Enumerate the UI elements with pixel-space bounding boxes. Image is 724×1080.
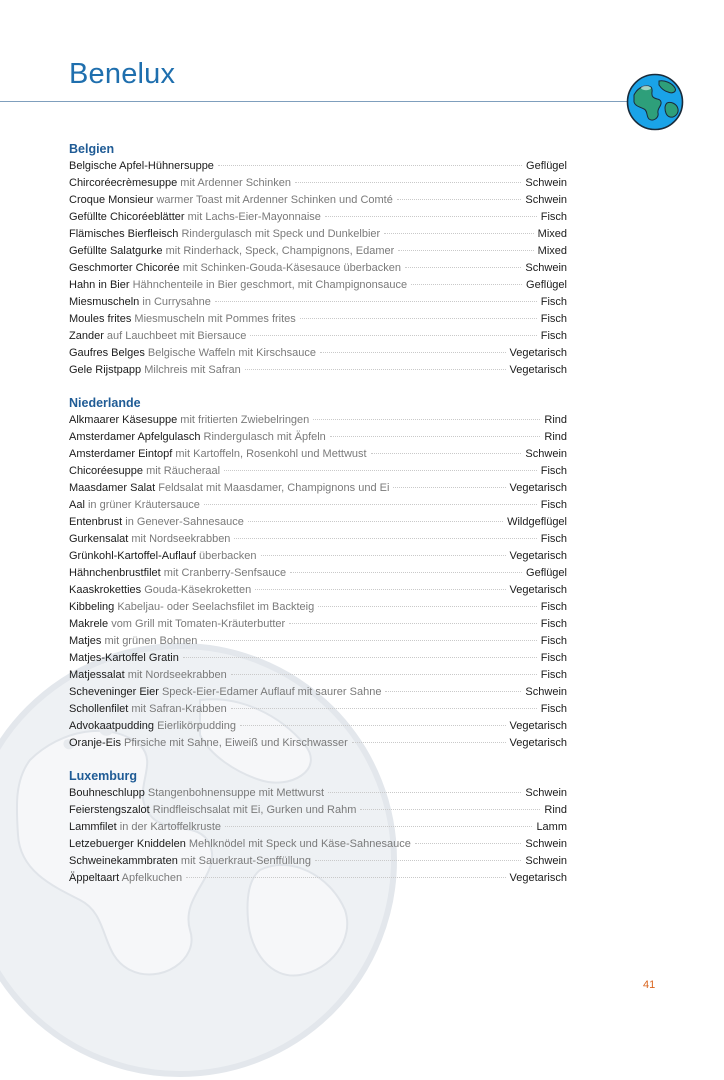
dish-description: mit fritierten Zwiebelringen — [180, 414, 310, 426]
dish-description: Hähnchenteile in Bier geschmort, mit Champignonsauce — [132, 279, 408, 291]
dish-description: Gouda-Käsekroketten — [144, 584, 252, 596]
dish-name: Entenbrust — [69, 516, 123, 528]
dish-name: Matjes-Kartoffel Gratin — [69, 652, 179, 664]
menu-item-name — [69, 633, 197, 650]
dish-description: Pfirsiche mit Sahne, Eiweiß und Kirschwasser — [124, 737, 348, 749]
dish-name: Grünkohl-Kartoffel-Auflauf — [69, 550, 196, 562]
dish-category: Schwein — [525, 448, 567, 460]
menu-item-name — [69, 260, 401, 277]
dish-category: Vegetarisch — [509, 872, 567, 884]
menu-item-row — [69, 243, 567, 260]
dish-name: Belgische Apfel-Hühnersuppe — [69, 160, 214, 172]
dish-description: mit Räucheraal — [146, 465, 221, 477]
dotted-leader — [371, 453, 522, 454]
dish-description: vom Grill mit Tomaten-Kräuterbutter — [111, 618, 286, 630]
dish-description: Speck-Eier-Edamer Auflauf mit saurer Sahne — [161, 686, 382, 698]
dish-description: überbacken — [199, 550, 257, 562]
dish-description: Belgische Waffeln mit Kirschsauce — [147, 347, 317, 359]
menu-item-row — [69, 650, 567, 667]
menu-item-row — [69, 718, 567, 735]
dish-category: Schwein — [525, 855, 567, 867]
dish-name: Geschmorter Chicorée — [69, 262, 180, 274]
dish-category: Fisch — [540, 703, 567, 715]
menu-item-name — [69, 158, 214, 175]
menu-item-name — [69, 718, 236, 735]
menu-item-name — [69, 785, 324, 802]
menu-item-row — [69, 548, 567, 565]
menu-item-name — [69, 514, 244, 531]
menu-item-name — [69, 328, 246, 345]
dotted-leader — [240, 725, 506, 726]
menu-item-row — [69, 277, 567, 294]
dish-name: Gefüllte Salatgurke — [69, 245, 163, 257]
dish-category: Fisch — [540, 635, 567, 647]
dish-category: Schwein — [525, 838, 567, 850]
dish-category: Schwein — [525, 194, 567, 206]
dish-category: Rind — [544, 414, 567, 426]
dotted-leader — [183, 657, 537, 658]
dish-category: Vegetarisch — [509, 347, 567, 359]
menu-item-row — [69, 480, 567, 497]
menu-item-name — [69, 531, 230, 548]
dish-category: Schwein — [525, 787, 567, 799]
menu-item-name — [69, 870, 182, 887]
dish-name: Gurkensalat — [69, 533, 129, 545]
menu-item-row — [69, 836, 567, 853]
menu-item-row — [69, 311, 567, 328]
menu-item-row — [69, 565, 567, 582]
dish-category: Rind — [544, 804, 567, 816]
menu-item-name — [69, 582, 251, 599]
section-title: Luxemburg — [69, 769, 138, 783]
dish-name: Hahn in Bier — [69, 279, 130, 291]
dotted-leader — [318, 606, 537, 607]
dotted-leader — [231, 674, 537, 675]
dish-name: Aal — [69, 499, 85, 511]
dotted-leader — [201, 640, 536, 641]
menu-item-name — [69, 209, 321, 226]
menu-item-name — [69, 819, 221, 836]
menu-item-row — [69, 345, 567, 362]
dish-category: Fisch — [540, 465, 567, 477]
menu-item-name — [69, 684, 381, 701]
menu-item-name — [69, 701, 227, 718]
menu-item-row — [69, 497, 567, 514]
menu-item-row — [69, 667, 567, 684]
dotted-leader — [290, 572, 522, 573]
dish-name: Matjessalat — [69, 669, 125, 681]
dotted-leader — [250, 335, 536, 336]
dish-category: Mixed — [537, 245, 567, 257]
title-divider — [0, 101, 652, 102]
dish-category: Fisch — [540, 533, 567, 545]
dotted-leader — [411, 284, 522, 285]
dish-description: warmer Toast mit Ardenner Schinken und Comté — [156, 194, 393, 206]
dish-category: Wildgeflügel — [507, 516, 567, 528]
menu-item-row — [69, 582, 567, 599]
menu-item-name — [69, 294, 211, 311]
menu-item-name — [69, 429, 326, 446]
menu-item-row — [69, 446, 567, 463]
dotted-leader — [295, 182, 521, 183]
section-luxemburg — [69, 768, 567, 887]
dish-description: Mehlknödel mit Speck und Käse-Sahnesauce — [188, 838, 411, 850]
dotted-leader — [289, 623, 537, 624]
menu-item-row — [69, 328, 567, 345]
dish-description: mit Schinken-Gouda-Käsesauce überbacken — [182, 262, 402, 274]
dish-name: Gele Rijstpapp — [69, 364, 142, 376]
section-title: Niederlande — [69, 396, 141, 410]
menu-item-name — [69, 802, 356, 819]
menu-item-name — [69, 311, 296, 328]
dish-description: Milchreis mit Safran — [144, 364, 241, 376]
dish-description: mit grünen Bohnen — [104, 635, 198, 647]
dish-description: Eierlikörpudding — [157, 720, 236, 732]
dotted-leader — [352, 742, 506, 743]
dotted-leader — [320, 352, 505, 353]
dotted-leader — [186, 877, 505, 878]
dish-name: Bouhneschlupp — [69, 787, 145, 799]
dish-name: Zander — [69, 330, 104, 342]
menu-item-row — [69, 853, 567, 870]
dish-name: Feierstengszalot — [69, 804, 150, 816]
dish-category: Fisch — [540, 313, 567, 325]
dish-category: Schwein — [525, 686, 567, 698]
dish-description: auf Lauchbeet mit Biersauce — [106, 330, 247, 342]
dish-name: Schollenfilet — [69, 703, 129, 715]
dotted-leader — [261, 555, 506, 556]
dotted-leader — [315, 860, 521, 861]
dotted-leader — [224, 470, 537, 471]
dotted-leader — [231, 708, 537, 709]
dish-name: Alkmaarer Käsesuppe — [69, 414, 178, 426]
menu-item-name — [69, 226, 380, 243]
dish-category: Fisch — [540, 652, 567, 664]
menu-item-row — [69, 599, 567, 616]
dish-description: Stangenbohnensuppe mit Mettwurst — [147, 787, 325, 799]
menu-item-name — [69, 243, 394, 260]
dish-name: Kaaskroketties — [69, 584, 142, 596]
dish-category: Rind — [544, 431, 567, 443]
menu-item-row — [69, 514, 567, 531]
dish-name: Matjes — [69, 635, 102, 647]
dish-name: Flämisches Bierfleisch — [69, 228, 179, 240]
dish-name: Makrele — [69, 618, 109, 630]
menu-item-name — [69, 362, 241, 379]
dish-description: Apfelkuchen — [121, 872, 183, 884]
dotted-leader — [360, 809, 540, 810]
dish-description: Rindergulasch mit Speck und Dunkelbier — [181, 228, 381, 240]
dish-description: in Currysahne — [142, 296, 211, 308]
dish-description: mit Kartoffeln, Rosenkohl und Mettwust — [175, 448, 367, 460]
menu-item-row — [69, 294, 567, 311]
menu-item-row — [69, 785, 567, 802]
dish-category: Lamm — [536, 821, 567, 833]
dotted-leader — [405, 267, 521, 268]
dish-description: Feldsalat mit Maasdamer, Champignons und Ei — [158, 482, 390, 494]
dish-description: mit Sauerkraut-Senffüllung — [180, 855, 311, 867]
dotted-leader — [398, 250, 533, 251]
dotted-leader — [234, 538, 536, 539]
dish-category: Vegetarisch — [509, 482, 567, 494]
menu-item-row — [69, 684, 567, 701]
menu-item-name — [69, 175, 291, 192]
dish-category: Fisch — [540, 211, 567, 223]
dish-category: Vegetarisch — [509, 550, 567, 562]
menu-item-name — [69, 650, 179, 667]
menu-item-name — [69, 412, 309, 429]
menu-item-name — [69, 565, 286, 582]
menu-item-row — [69, 819, 567, 836]
dish-name: Äppeltaart — [69, 872, 120, 884]
menu-item-name — [69, 616, 285, 633]
dish-category: Geflügel — [526, 160, 567, 172]
dish-name: Schweinekammbraten — [69, 855, 178, 867]
dish-name: Miesmuscheln — [69, 296, 140, 308]
menu-item-row — [69, 412, 567, 429]
dish-category: Geflügel — [526, 279, 567, 291]
dish-category: Vegetarisch — [509, 737, 567, 749]
dish-description: mit Rinderhack, Speck, Champignons, Edamer — [165, 245, 395, 257]
menu-item-name — [69, 599, 314, 616]
page-title: Benelux — [69, 58, 176, 90]
dish-category: Mixed — [537, 228, 567, 240]
dish-description: Kabeljau- oder Seelachsfilet im Backteig — [117, 601, 315, 613]
dish-category: Fisch — [540, 669, 567, 681]
dish-category: Fisch — [540, 330, 567, 342]
menu-item-row — [69, 175, 567, 192]
dish-category: Vegetarisch — [509, 584, 567, 596]
dish-category: Fisch — [540, 499, 567, 511]
dish-category: Fisch — [540, 601, 567, 613]
dish-name: Amsterdamer Apfelgulasch — [69, 431, 201, 443]
globe-icon — [626, 73, 684, 131]
dotted-leader — [225, 826, 532, 827]
menu-item-row — [69, 158, 567, 175]
dish-description: in der Kartoffelkruste — [119, 821, 222, 833]
dotted-leader — [384, 233, 533, 234]
menu-content — [69, 141, 567, 887]
dish-description: mit Lachs-Eier-Mayonnaise — [187, 211, 321, 223]
dish-category: Geflügel — [526, 567, 567, 579]
dish-name: Amsterdamer Eintopf — [69, 448, 173, 460]
menu-item-row — [69, 531, 567, 548]
menu-item-row — [69, 362, 567, 379]
menu-item-row — [69, 701, 567, 718]
menu-item-name — [69, 446, 367, 463]
menu-item-name — [69, 853, 311, 870]
dish-name: Scheveninger Eier — [69, 686, 159, 698]
dotted-leader — [393, 487, 505, 488]
dotted-leader — [325, 216, 537, 217]
dotted-leader — [248, 521, 503, 522]
section-belgien — [69, 141, 567, 379]
dotted-leader — [255, 589, 505, 590]
menu-item-name — [69, 735, 348, 752]
menu-item-row — [69, 429, 567, 446]
dish-category: Fisch — [540, 618, 567, 630]
dish-category: Schwein — [525, 177, 567, 189]
dotted-leader — [330, 436, 541, 437]
dotted-leader — [218, 165, 522, 166]
menu-item-name — [69, 836, 411, 853]
dish-description: Rindfleischsalat mit Ei, Gurken und Rahm — [152, 804, 357, 816]
menu-item-name — [69, 497, 200, 514]
dish-name: Chicoréesuppe — [69, 465, 143, 477]
dish-name: Lammfilet — [69, 821, 117, 833]
dish-category: Vegetarisch — [509, 364, 567, 376]
menu-item-row — [69, 192, 567, 209]
menu-item-row — [69, 260, 567, 277]
dish-description: in Genever-Sahnesauce — [125, 516, 244, 528]
dish-name: Gefüllte Chicoréeblätter — [69, 211, 185, 223]
dish-category: Vegetarisch — [509, 720, 567, 732]
dotted-leader — [415, 843, 522, 844]
menu-item-row — [69, 616, 567, 633]
dish-description: Rindergulasch mit Äpfeln — [203, 431, 326, 443]
dotted-leader — [300, 318, 537, 319]
dish-category: Schwein — [525, 262, 567, 274]
dish-name: Gaufres Belges — [69, 347, 145, 359]
dish-description: in grüner Kräutersauce — [87, 499, 200, 511]
dish-name: Advokaatpudding — [69, 720, 155, 732]
dish-name: Moules frites — [69, 313, 132, 325]
menu-item-row — [69, 633, 567, 650]
dotted-leader — [204, 504, 537, 505]
menu-item-row — [69, 226, 567, 243]
dish-name: Hähnchenbrustfilet — [69, 567, 161, 579]
menu-item-name — [69, 667, 227, 684]
page-number: 41 — [643, 979, 656, 991]
menu-item-row — [69, 735, 567, 752]
dotted-leader — [397, 199, 522, 200]
dotted-leader — [313, 419, 540, 420]
menu-item-name — [69, 192, 393, 209]
dotted-leader — [245, 369, 506, 370]
dotted-leader — [215, 301, 537, 302]
dish-description: mit Cranberry-Senfsauce — [163, 567, 287, 579]
dotted-leader — [385, 691, 521, 692]
dish-category: Fisch — [540, 296, 567, 308]
menu-item-row — [69, 209, 567, 226]
menu-item-name — [69, 548, 257, 565]
menu-item-name — [69, 345, 316, 362]
dotted-leader — [328, 792, 521, 793]
dish-description: Miesmuscheln mit Pommes frites — [134, 313, 296, 325]
dish-description: mit Safran-Krabben — [131, 703, 227, 715]
dish-name: Maasdamer Salat — [69, 482, 156, 494]
dish-description: mit Ardenner Schinken — [180, 177, 291, 189]
dish-description: mit Nordseekrabben — [131, 533, 231, 545]
section-niederlande — [69, 395, 567, 752]
dish-name: Croque Monsieur — [69, 194, 154, 206]
menu-item-row — [69, 802, 567, 819]
dish-name: Chircoréecrèmesuppe — [69, 177, 178, 189]
dish-name: Letzebuerger Kniddelen — [69, 838, 186, 850]
menu-item-name — [69, 480, 389, 497]
menu-item-name — [69, 277, 407, 294]
section-title: Belgien — [69, 142, 115, 156]
dish-name: Oranje-Eis — [69, 737, 121, 749]
dish-name: Kibbeling — [69, 601, 115, 613]
dish-description: mit Nordseekrabben — [127, 669, 227, 681]
menu-item-row — [69, 463, 567, 480]
menu-item-row — [69, 870, 567, 887]
menu-item-name — [69, 463, 220, 480]
